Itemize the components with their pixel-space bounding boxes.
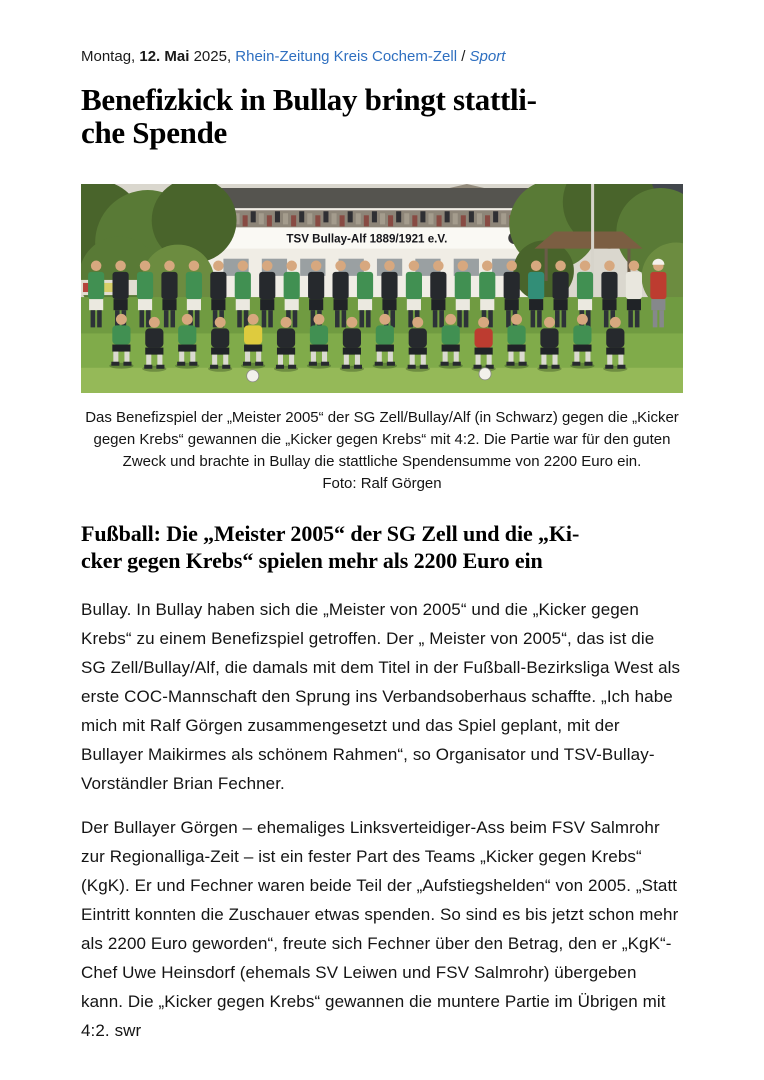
article-paragraph-1: Bullay. In Bullay haben sich die „Meister von 2005“ und die „Kicker gegen Krebs“ zu einem Benefizspiel getroffen. Der „ Meister von 2005“, das ist die SG Zell/Bullay/Alf, die damals mit dem Titel in der Fußball-Bezirksliga West als erste COC-Mannschaft den Sprung ins Verbandsoberhaus schaffte. „Ich habe mich mit Ralf Görgen zusammengesetzt und das Spiel geplant, mit der Bullayer Maikirmes als schönem Rahmen“, so Organisator und TSV-Bullay-Vorständler Brian Fechner. bbox=[81, 600, 681, 793]
headline bbox=[81, 83, 683, 149]
article-body bbox=[81, 595, 683, 1045]
article-paragraph-2: Der Bullayer Görgen – ehemaliges Linksverteidiger-Ass beim FSV Salmrohr zur Regionalliga-Zeit – ist ein fester Part des Teams „Kicker gegen Krebs“ (KgK). Er und Fechner waren beide Teil der „Aufstiegshelden“ von 2005. „Statt Eintritt konnten die Zuschauer etwas spenden. So sind es bis jetzt schon mehr als 2200 Euro geworden“, freute sich Fechner über den Betrag, den er „KgK“-Chef Uwe Heinsdorf (ehemals SV Leiwen und FSV Salmrohr) übergeben kann. Die „Kicker gegen Krebs“ gewannen die muntere Partie im Übrigen mit 4:2. swr bbox=[81, 818, 679, 1040]
clubhouse-banner-text: TSV Bullay-Alf 1889/1921 e.V. bbox=[286, 232, 448, 246]
subheadline-line2: cker gegen Krebs“ spielen mehr als 2200 Euro ein bbox=[81, 548, 543, 573]
dateline-year: 2025, bbox=[189, 48, 236, 65]
dateline-day: Montag, bbox=[81, 48, 140, 65]
photo-caption: Das Benefizspiel der „Meister 2005“ der SG Zell/Bullay/Alf (in Schwarz) gegen die „Kicker gegen Krebs“ gewannen die „Kicker gegen Krebs“ mit 4:2. Die Partie war für den guten Zweck und brachte in Bullay die stattliche Spendensumme von 2200 Euro ein. bbox=[85, 409, 679, 470]
headline-line1: Benefizkick in Bullay bringt stattli- bbox=[81, 82, 537, 117]
dateline-separator: / bbox=[457, 48, 470, 65]
subheadline-line1: Fußball: Die „Meister 2005“ der SG Zell und die „Ki- bbox=[81, 521, 580, 546]
publication-link[interactable]: Rhein-Zeitung Kreis Cochem-Zell bbox=[235, 48, 458, 65]
section-link[interactable]: Sport bbox=[469, 48, 506, 65]
team-photo-svg bbox=[81, 184, 683, 393]
headline-line2: che Spende bbox=[81, 115, 227, 150]
team-photo bbox=[81, 184, 683, 393]
team-photo-figure bbox=[81, 184, 683, 495]
dateline bbox=[81, 48, 683, 66]
photo-credit: Foto: Ralf Görgen bbox=[322, 475, 442, 492]
subheadline bbox=[81, 520, 683, 574]
dateline-date: 12. Mai bbox=[139, 48, 190, 65]
